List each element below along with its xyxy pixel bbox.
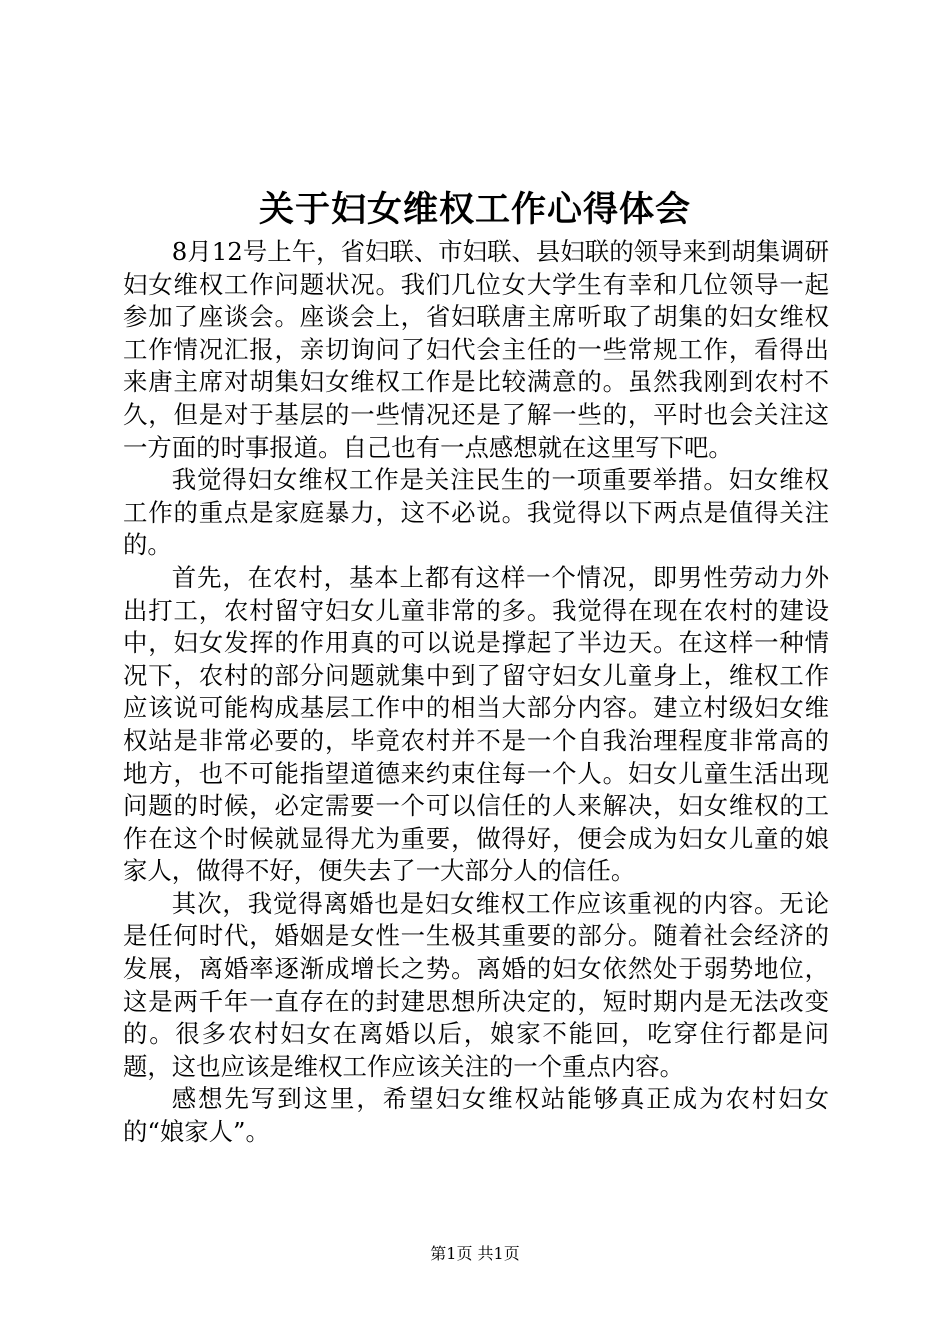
paragraph-3: 首先，在农村，基本上都有这样一个情况，即男性劳动力外出打工，农村留守妇女儿童非常的多。我觉得在现在农村的建设中，妇女发挥的作用真的可以说是撑起了半边天。在这样一种情况下，农村的部分问题就集中到了留守妇女儿童身上，维权工作应该说可能构成基层工作中的相当大部分内容。建立村级妇女维权站是非常必要的，毕竟农村并不是一个自我治理程度非常高的地方，也不可能指望道德来约束住每一个人。妇女儿童生活出现问题的时候，必定需要一个可以信任的人来解决，妇女维权的工作在这个时候就显得尤为重要，做得好，便会成为妇女儿童的娘家人，做得不好，便失去了一大部分人的信任。 [123, 562, 829, 886]
paragraph-1: 8月12号上午，省妇联、市妇联、县妇联的领导来到胡集调研妇女维权工作问题状况。我们几位女大学生有幸和几位领导一起参加了座谈会。座谈会上，省妇联唐主席听取了胡集的妇女维权工作情况汇报，亲切询问了妇代会主任的一些常规工作，看得出来唐主席对胡集妇女维权工作是比较满意的。虽然我刚到农村不久，但是对于基层的一些情况还是了解一些的，平时也会关注这一方面的时事报道。自己也有一点感想就在这里写下吧。 [123, 237, 829, 462]
paragraph-2: 我觉得妇女维权工作是关注民生的一项重要举措。妇女维权工作的重点是家庭暴力，这不必说。我觉得以下两点是值得关注的。 [123, 465, 829, 560]
paragraph-4: 其次，我觉得离婚也是妇女维权工作应该重视的内容。无论是任何时代，婚姻是女性一生极其重要的部分。随着社会经济的发展，离婚率逐渐成增长之势。离婚的妇女依然处于弱势地位，这是两千年一直存在的封建思想所决定的，短时期内是无法改变的。很多农村妇女在离婚以后，娘家不能回，吃穿住行都是问题，这也应该是维权工作应该关注的一个重点内容。 [123, 888, 829, 1081]
page-number-footer: 第1页 共1页 [430, 1244, 520, 1263]
document-title: 关于妇女维权工作心得体会 [258, 189, 691, 230]
document-body [123, 236, 829, 1149]
paragraph-5: 感想先写到这里，希望妇女维权站能够真正成为农村妇女的“娘家人”。 [123, 1084, 829, 1147]
